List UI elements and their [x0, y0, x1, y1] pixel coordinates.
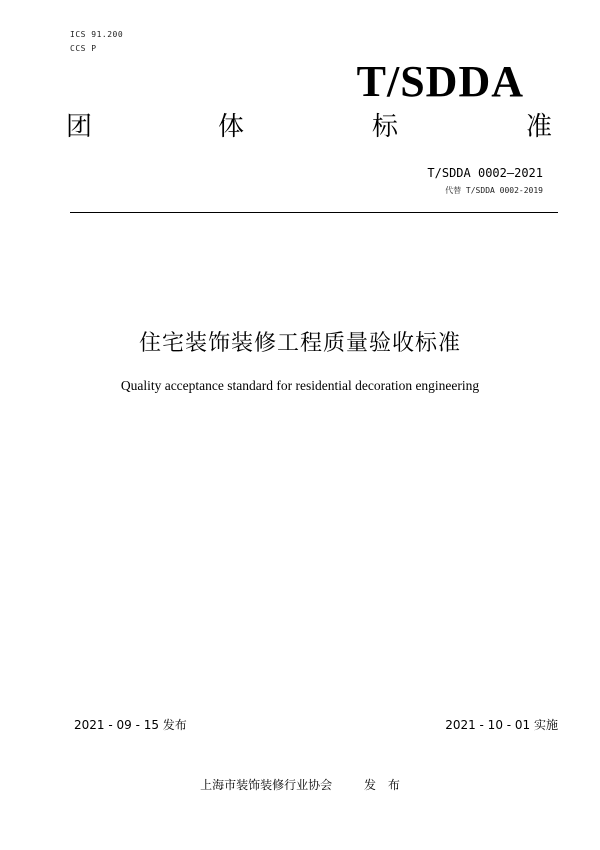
standard-logo: T/SDDA — [356, 57, 524, 106]
category-char: 标 — [372, 112, 399, 142]
title-chinese: 住宅装饰装修工程质量验收标准 — [138, 331, 461, 356]
publish-date: 2021 - 09 - 15 发布 — [74, 718, 187, 732]
header-divider — [70, 212, 558, 213]
issuer-line — [0, 776, 600, 793]
title-english: Quality acceptance standard for residential decoration engineering — [120, 378, 480, 393]
standard-number: T/SDDA 0002—2021 — [427, 166, 543, 180]
category-char: 团 — [66, 112, 93, 142]
ccs-code: CCS P — [70, 44, 97, 53]
ics-code: ICS 91.200 — [70, 30, 124, 39]
issuer-verb: 发 布 — [364, 778, 400, 792]
implement-date: 2021 - 10 - 01 实施 — [445, 718, 558, 732]
issuer-name: 上海市装饰装修行业协会 — [200, 778, 333, 792]
category-char: 体 — [218, 112, 245, 142]
replaces-note: 代替 T/SDDA 0002-2019 — [445, 186, 543, 195]
category-char: 准 — [526, 112, 553, 142]
